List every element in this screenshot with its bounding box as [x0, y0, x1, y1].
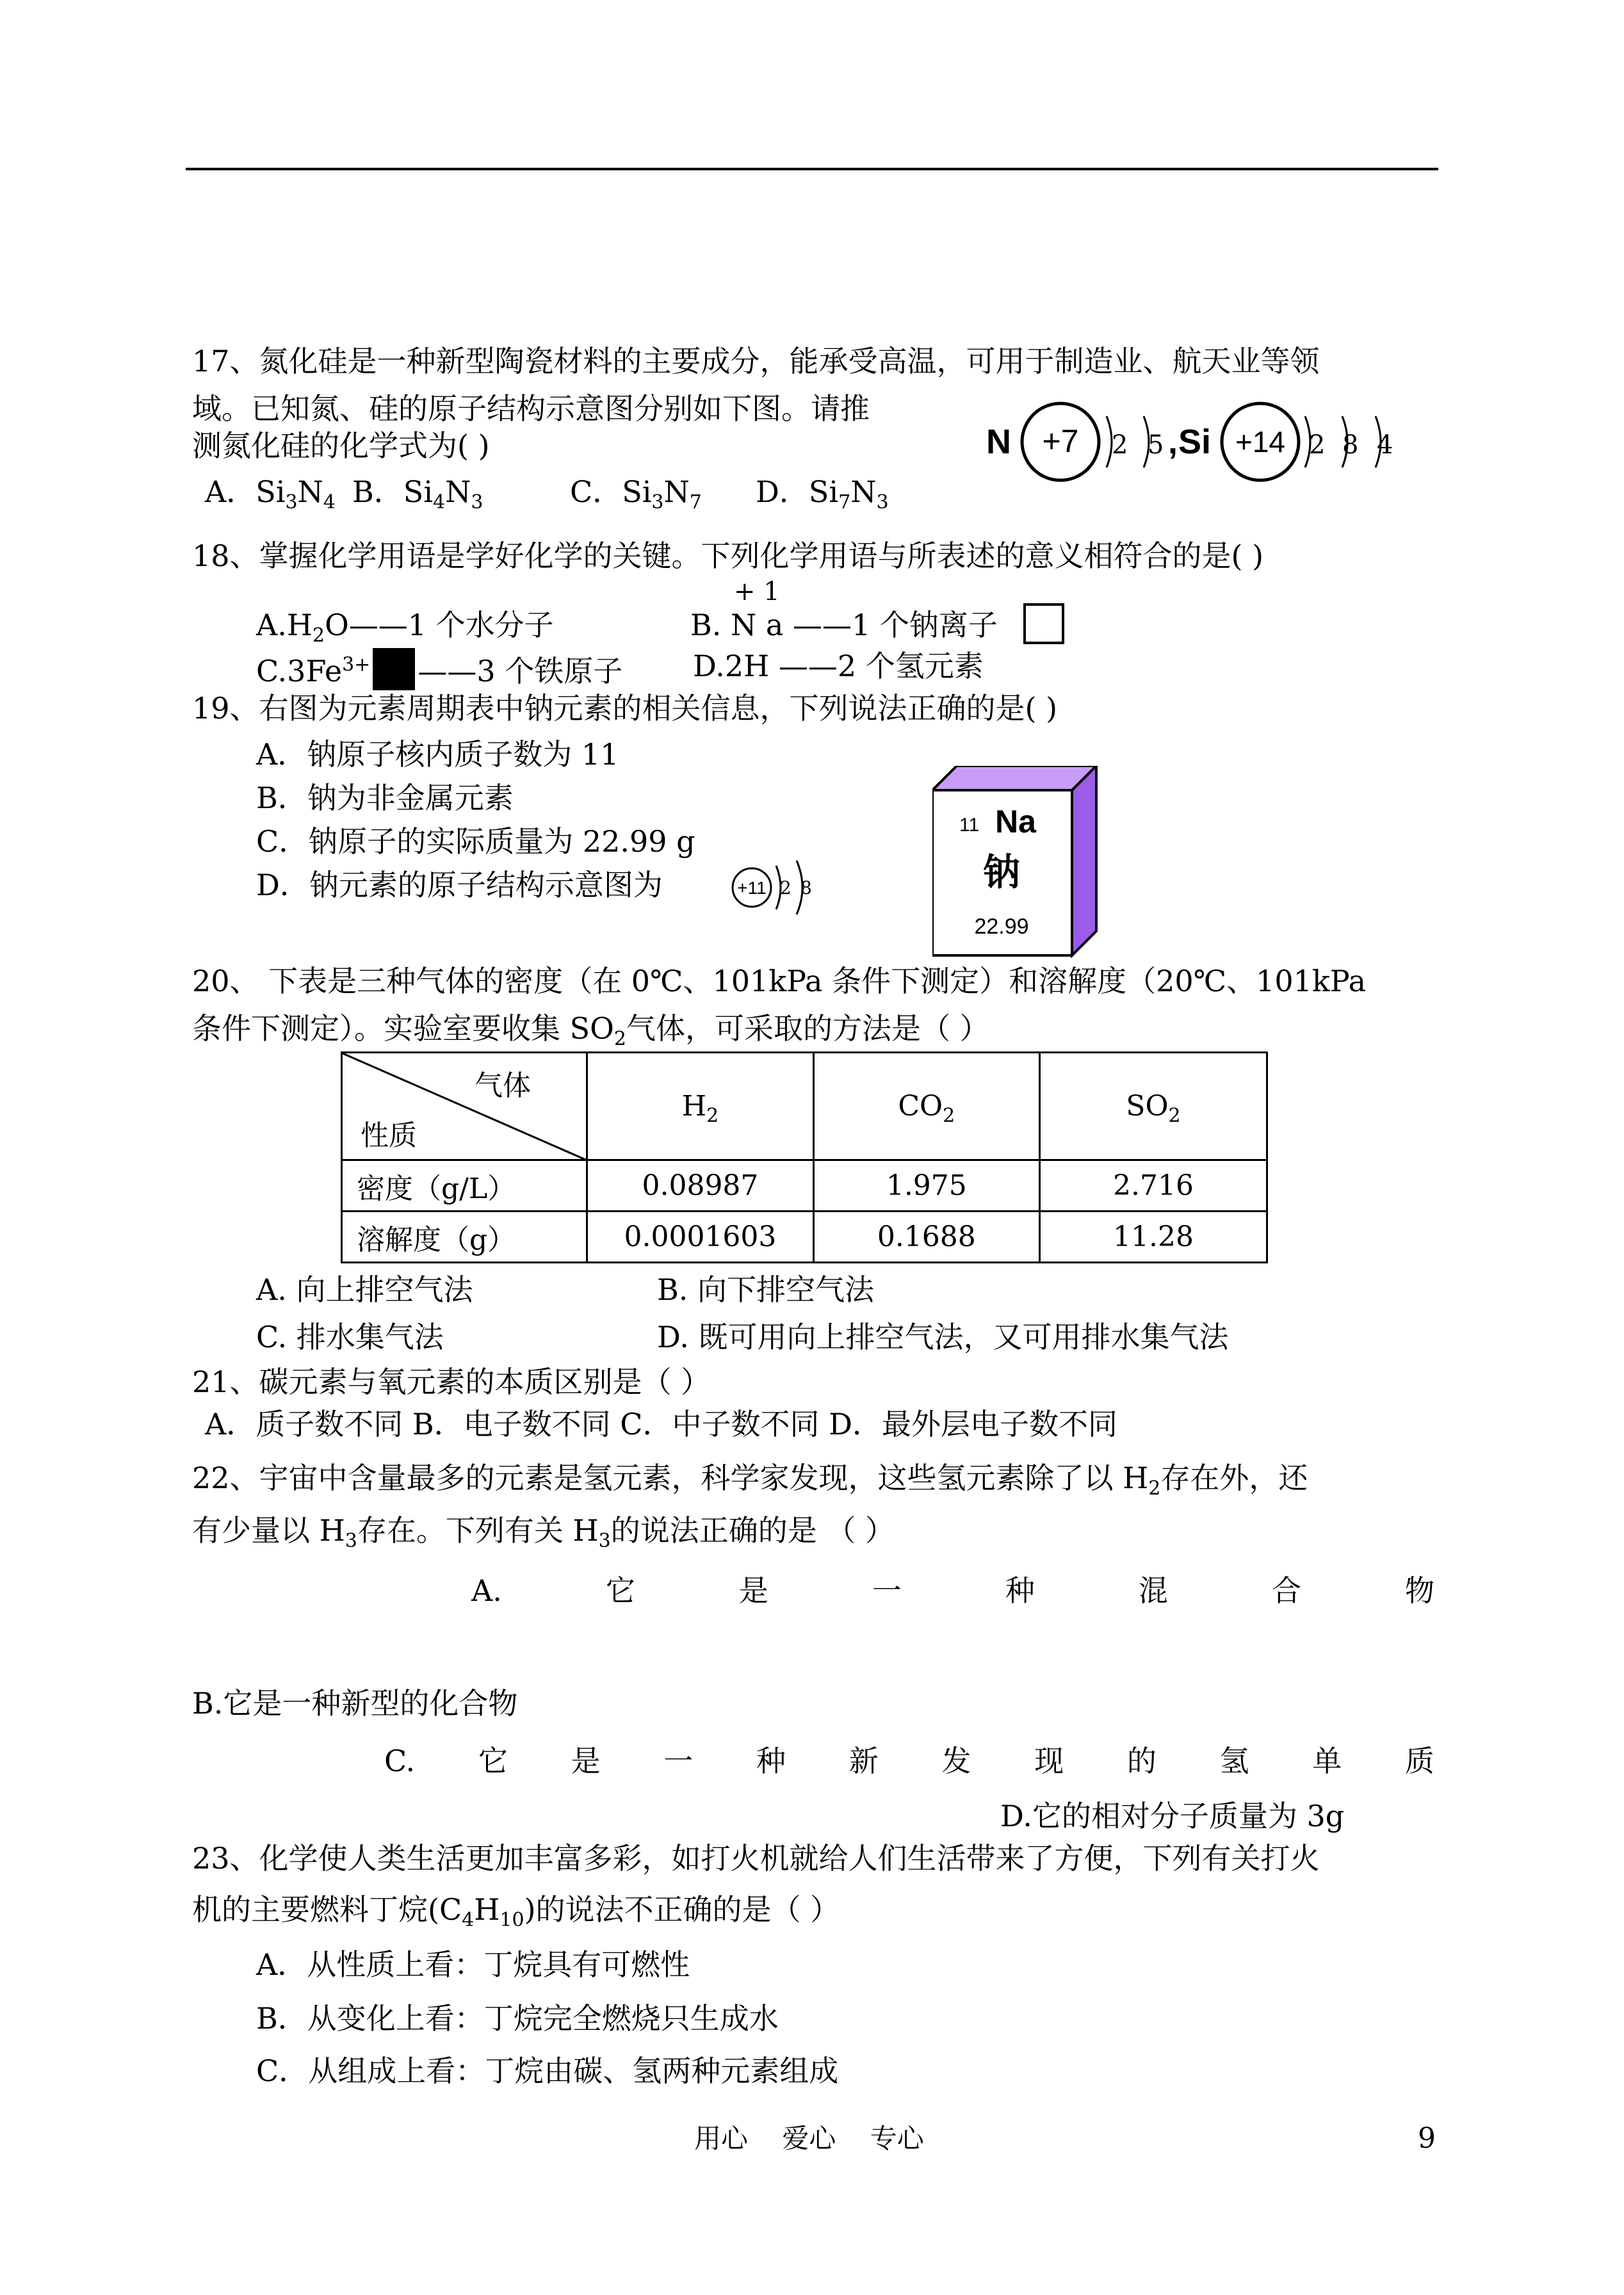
q19-option-d[interactable]: D．钠元素的原子结构示意图为 — [256, 868, 663, 902]
gas-properties-table — [341, 1051, 1268, 1263]
q18-stem: 18、掌握化学用语是学好化学的关键。下列化学用语与所表述的意义相符合的是( ) — [192, 539, 1264, 573]
q17-line2: 域。已知氮、硅的原子结构示意图分别如下图。请推 — [192, 391, 870, 426]
q17-option-a[interactable]: A．$Si_3N_4$ — [205, 474, 336, 514]
q18-option-a[interactable]: $A.H_2O——1$ 个水分子 — [256, 608, 554, 647]
q20-option-c[interactable]: C. 排水集气法 — [256, 1320, 444, 1354]
q23-option-c[interactable]: C．从组成上看：丁烷由碳、氢两种元素组成 — [256, 2054, 839, 2088]
n-shell-1: 2 — [1112, 430, 1128, 460]
q19-option-c[interactable]: C．钠原子的实际质量为 22.99 g — [256, 824, 695, 859]
table-row — [342, 1160, 1267, 1212]
n-nucleus-charge: +7 — [1042, 423, 1079, 459]
n-shell-2: 5 — [1148, 430, 1164, 460]
table-cell: 0.1688 — [813, 1212, 1039, 1263]
si-shell-3: 4 — [1377, 430, 1393, 460]
q22-a-char: 是 — [738, 1573, 768, 1608]
table-cell: 0.08987 — [587, 1160, 814, 1212]
q22-option-b[interactable]: B.它是一种新型的化合物 — [192, 1686, 518, 1721]
na-atomic-number: 11 — [959, 815, 980, 836]
q22-c-char: 它 — [478, 1744, 508, 1778]
q22-c-char: 一 — [663, 1744, 694, 1778]
q22-a-char: 种 — [1005, 1573, 1035, 1608]
table-cell: 11.28 — [1039, 1212, 1267, 1263]
table-row-label: 溶解度（g） — [342, 1212, 587, 1263]
q22-a-char: 物 — [1404, 1573, 1434, 1608]
table-cell: 0.0001603 — [587, 1212, 814, 1263]
q23-option-a[interactable]: A．从性质上看：丁烷具有可燃性 — [256, 1947, 690, 1982]
q22-option-a[interactable] — [471, 1573, 1434, 1609]
table-header-h2: $H_2$ — [587, 1053, 814, 1160]
q20-option-a[interactable]: A. 向上排空气法 — [256, 1272, 473, 1307]
redaction-block — [373, 648, 415, 690]
si-nucleus-charge: +14 — [1235, 425, 1286, 458]
q22-option-d[interactable]: D.它的相对分子质量为 3g — [1000, 1799, 1345, 1833]
q22-a-char: 合 — [1271, 1573, 1301, 1608]
q23-line1: 23、化学使人类生活更加丰富多彩，如打火机就给人们生活带来了方便，下列有关打火 — [192, 1841, 1320, 1876]
q22-c-char: 现 — [1034, 1744, 1064, 1778]
q21-stem: 21、碳元素与氧元素的本质区别是（ ） — [192, 1365, 711, 1399]
q17-option-d[interactable]: D．$Si_7N_3$ — [756, 474, 889, 514]
q19-option-b[interactable]: B．钠为非金属元素 — [256, 781, 514, 815]
q22-c-char: 是 — [571, 1744, 601, 1778]
table-header-row — [342, 1053, 1267, 1160]
q22-c-char: 单 — [1312, 1744, 1342, 1778]
sodium-shell-2: 8 — [800, 877, 812, 898]
atom-structure-diagram — [986, 397, 1396, 487]
q22-line2: 有少量以 $H_3$存在。下列有关 $H_3$的说法正确的是 （ ） — [192, 1513, 895, 1553]
q23-option-b[interactable]: B．从变化上看：丁烷完全燃烧只生成水 — [256, 2001, 779, 2036]
table-cell: 2.716 — [1039, 1160, 1267, 1212]
q22-c-char: 发 — [941, 1744, 971, 1778]
q19-stem: 19、右图为元素周期表中钠元素的相关信息，下列说法正确的是( ) — [192, 691, 1058, 726]
sodium-structure-diagram — [727, 849, 824, 926]
sodium-element-card — [932, 766, 1099, 958]
table-corner-cell — [342, 1053, 587, 1160]
page-number: 9 — [1418, 2122, 1436, 2155]
q17-line3: 测氮化硅的化学式为( ) — [192, 428, 490, 463]
q22-c-char: 新 — [849, 1744, 879, 1778]
q19-option-a[interactable]: A．钠原子核内质子数为 11 — [256, 737, 619, 772]
na-symbol: Na — [995, 804, 1036, 839]
q23-line2: 机的主要燃料丁烷$(C_4H_{10})$的说法不正确的是（ ） — [192, 1892, 840, 1932]
q20-line2: 条件下测定）。实验室要收集 $SO_2$气体，可采取的方法是（ ） — [192, 1011, 989, 1051]
q20-line1: 20、 下表是三种气体的密度（在 0℃、101kPa 条件下测定）和溶解度（20℃、101kPa — [192, 964, 1367, 998]
footer-motto: 用心 爱心 专心 — [694, 2123, 924, 2154]
q22-c-char: 氢 — [1219, 1744, 1249, 1778]
q22-a-char: 一 — [872, 1573, 902, 1608]
na-atomic-mass: 22.99 — [974, 914, 1029, 939]
table-header-so2: $SO_2$ — [1039, 1053, 1267, 1160]
na-chinese-name: 钠 — [982, 850, 1021, 894]
q22-a-char: 它 — [605, 1573, 635, 1608]
q21-options[interactable]: A．质子数不同 B．电子数不同 C．中子数不同 D．最外层电子数不同 — [205, 1407, 1117, 1441]
q22-a-char: 混 — [1138, 1573, 1168, 1608]
table-row-label: 密度（g/L） — [342, 1160, 587, 1212]
q22-c-char: 种 — [756, 1744, 786, 1778]
q18-charge-label: + 1 — [734, 577, 780, 606]
q18-option-d[interactable]: D.2H ——2 个氢元素 — [693, 649, 984, 683]
header-rule — [186, 168, 1438, 170]
sodium-nucleus: +11 — [737, 878, 767, 898]
q20-option-d[interactable]: D. 既可用向上排空气法，又可用排水集气法 — [657, 1320, 1229, 1354]
q22-c-char: C. — [384, 1744, 416, 1778]
sodium-shell-1: 2 — [780, 877, 792, 898]
si-shell-1: 2 — [1309, 430, 1326, 460]
q22-line1: 22、宇宙中含量最多的元素是氢元素，科学家发现，这些氢元素除了以 $H_2$存在外，还 — [192, 1461, 1308, 1500]
table-header-co2: $CO_2$ — [813, 1053, 1039, 1160]
q18-option-b[interactable]: B. N a ——1 个钠离子 — [690, 608, 998, 642]
table-cell: 1.975 — [813, 1160, 1039, 1212]
q17-options — [205, 474, 889, 514]
q17-line1: 17、氮化硅是一种新型陶瓷材料的主要成分，能承受高温，可用于制造业、航天业等领 — [192, 344, 1320, 378]
q20-option-b[interactable]: B. 向下排空气法 — [657, 1272, 875, 1307]
q17-option-b[interactable]: B．$Si_4N_3$ — [352, 474, 483, 514]
answer-box-empty[interactable] — [1023, 603, 1064, 644]
q22-a-char: A. — [471, 1573, 502, 1608]
si-shell-2: 8 — [1342, 430, 1359, 460]
table-row — [342, 1212, 1267, 1263]
corner-label-property: 性质 — [361, 1119, 417, 1152]
n-symbol: N — [986, 423, 1011, 461]
q17-option-c[interactable]: C．$Si_3N_7$ — [570, 474, 702, 514]
q18-option-c[interactable]: $C.3Fe^{3+}$ ——3 个铁原子 — [256, 648, 622, 690]
corner-label-gas: 气体 — [475, 1069, 531, 1102]
si-symbol: Si — [1178, 423, 1212, 461]
q22-c-char: 的 — [1126, 1744, 1157, 1778]
diagram-separator: , — [1168, 423, 1178, 461]
q22-c-char: 质 — [1404, 1744, 1434, 1778]
q22-option-c[interactable] — [384, 1743, 1434, 1779]
